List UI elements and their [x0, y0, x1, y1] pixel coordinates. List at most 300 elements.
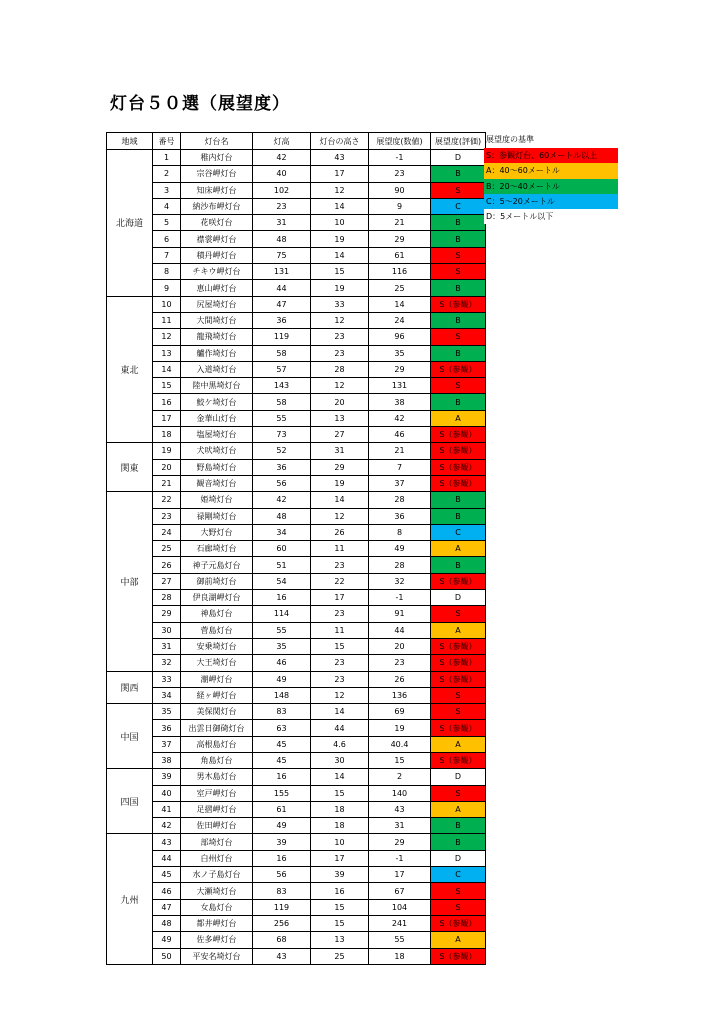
tower-height-cell: 39 — [311, 867, 369, 883]
header-view-value: 展望度(数値) — [369, 133, 431, 150]
region-cell: 四国 — [107, 769, 153, 834]
table-row — [107, 638, 486, 654]
view-value-cell: 116 — [369, 264, 431, 280]
tower-height-cell: 12 — [311, 378, 369, 394]
light-height-cell: 155 — [253, 785, 311, 801]
light-height-cell: 42 — [253, 492, 311, 508]
tower-height-cell: 15 — [311, 264, 369, 280]
view-value-cell: 18 — [369, 948, 431, 964]
view-value-cell: 29 — [369, 834, 431, 850]
table-row — [107, 606, 486, 622]
view-grade-cell: S（参観） — [431, 915, 486, 931]
number-cell: 32 — [153, 655, 181, 671]
table-row — [107, 736, 486, 752]
light-height-cell: 68 — [253, 932, 311, 948]
tower-height-cell: 19 — [311, 280, 369, 296]
view-value-cell: 43 — [369, 801, 431, 817]
number-cell: 21 — [153, 475, 181, 491]
name-cell: 恵山岬灯台 — [181, 280, 253, 296]
light-height-cell: 39 — [253, 834, 311, 850]
number-cell: 22 — [153, 492, 181, 508]
name-cell: 禄剛埼灯台 — [181, 508, 253, 524]
number-cell: 37 — [153, 736, 181, 752]
tower-height-cell: 12 — [311, 312, 369, 328]
table-row — [107, 915, 486, 931]
region-cell: 北海道 — [107, 150, 153, 297]
table-row — [107, 410, 486, 426]
light-height-cell: 42 — [253, 150, 311, 166]
tower-height-cell: 10 — [311, 215, 369, 231]
name-cell: 男木島灯台 — [181, 769, 253, 785]
light-height-cell: 36 — [253, 459, 311, 475]
number-cell: 15 — [153, 378, 181, 394]
tower-height-cell: 15 — [311, 899, 369, 915]
view-value-cell: 29 — [369, 361, 431, 377]
name-cell: 大王埼灯台 — [181, 655, 253, 671]
light-height-cell: 44 — [253, 280, 311, 296]
name-cell: 龍飛埼灯台 — [181, 329, 253, 345]
table-row — [107, 932, 486, 948]
light-height-cell: 40 — [253, 166, 311, 182]
light-height-cell: 16 — [253, 769, 311, 785]
number-cell: 43 — [153, 834, 181, 850]
name-cell: 艫作埼灯台 — [181, 345, 253, 361]
name-cell: 積丹岬灯台 — [181, 247, 253, 263]
name-cell: 観音埼灯台 — [181, 475, 253, 491]
name-cell: 御前埼灯台 — [181, 573, 253, 589]
table-row — [107, 247, 486, 263]
light-height-cell: 256 — [253, 915, 311, 931]
table-row — [107, 361, 486, 377]
light-height-cell: 131 — [253, 264, 311, 280]
light-height-cell: 52 — [253, 443, 311, 459]
view-value-cell: 23 — [369, 166, 431, 182]
view-grade-cell: A — [431, 410, 486, 426]
number-cell: 36 — [153, 720, 181, 736]
tower-height-cell: 22 — [311, 573, 369, 589]
tower-height-cell: 16 — [311, 883, 369, 899]
table-row — [107, 785, 486, 801]
view-value-cell: 26 — [369, 671, 431, 687]
table-row — [107, 508, 486, 524]
table-row — [107, 850, 486, 866]
legend-item-d: D：5メートル以下 — [484, 209, 618, 224]
table-row — [107, 655, 486, 671]
view-grade-cell: B — [431, 166, 486, 182]
tower-height-cell: 12 — [311, 687, 369, 703]
view-grade-cell: S（参観） — [431, 475, 486, 491]
tower-height-cell: 23 — [311, 345, 369, 361]
view-grade-cell: S（参観） — [431, 948, 486, 964]
name-cell: 水ノ子島灯台 — [181, 867, 253, 883]
light-height-cell: 55 — [253, 410, 311, 426]
light-height-cell: 48 — [253, 508, 311, 524]
view-grade-cell: S — [431, 606, 486, 622]
view-value-cell: 21 — [369, 215, 431, 231]
name-cell: 白州灯台 — [181, 850, 253, 866]
name-cell: 佐多岬灯台 — [181, 932, 253, 948]
light-height-cell: 83 — [253, 704, 311, 720]
table-row — [107, 215, 486, 231]
light-height-cell: 60 — [253, 541, 311, 557]
view-value-cell: 25 — [369, 280, 431, 296]
view-value-cell: 15 — [369, 752, 431, 768]
view-value-cell: 104 — [369, 899, 431, 915]
light-height-cell: 114 — [253, 606, 311, 622]
light-height-cell: 49 — [253, 818, 311, 834]
light-height-cell: 23 — [253, 198, 311, 214]
light-height-cell: 16 — [253, 850, 311, 866]
number-cell: 27 — [153, 573, 181, 589]
view-value-cell: 29 — [369, 231, 431, 247]
number-cell: 33 — [153, 671, 181, 687]
table-row — [107, 312, 486, 328]
header-tower-height: 灯台の高さ — [311, 133, 369, 150]
number-cell: 41 — [153, 801, 181, 817]
page-title: 灯台５０選（展望度） — [110, 94, 290, 114]
name-cell: 部埼灯台 — [181, 834, 253, 850]
number-cell: 40 — [153, 785, 181, 801]
number-cell: 23 — [153, 508, 181, 524]
tower-height-cell: 33 — [311, 296, 369, 312]
table-row — [107, 867, 486, 883]
tower-height-cell: 23 — [311, 655, 369, 671]
tower-height-cell: 17 — [311, 850, 369, 866]
view-grade-cell: S — [431, 704, 486, 720]
tower-height-cell: 23 — [311, 557, 369, 573]
view-value-cell: 21 — [369, 443, 431, 459]
tower-height-cell: 11 — [311, 622, 369, 638]
view-value-cell: 131 — [369, 378, 431, 394]
table-row — [107, 704, 486, 720]
view-value-cell: 90 — [369, 182, 431, 198]
view-value-cell: 7 — [369, 459, 431, 475]
tower-height-cell: 12 — [311, 182, 369, 198]
table-row — [107, 573, 486, 589]
region-cell: 中国 — [107, 704, 153, 769]
number-cell: 49 — [153, 932, 181, 948]
region-cell: 東北 — [107, 296, 153, 443]
tower-height-cell: 4.6 — [311, 736, 369, 752]
view-value-cell: -1 — [369, 150, 431, 166]
table-row — [107, 280, 486, 296]
name-cell: 室戸岬灯台 — [181, 785, 253, 801]
view-grade-cell: S — [431, 687, 486, 703]
light-height-cell: 36 — [253, 312, 311, 328]
number-cell: 16 — [153, 394, 181, 410]
number-cell: 29 — [153, 606, 181, 622]
tower-height-cell: 15 — [311, 785, 369, 801]
light-height-cell: 75 — [253, 247, 311, 263]
name-cell: 伊良湖岬灯台 — [181, 590, 253, 606]
table-row — [107, 492, 486, 508]
light-height-cell: 45 — [253, 736, 311, 752]
name-cell: 菅島灯台 — [181, 622, 253, 638]
view-value-cell: 38 — [369, 394, 431, 410]
view-grade-cell: B — [431, 818, 486, 834]
view-value-cell: 91 — [369, 606, 431, 622]
view-value-cell: 44 — [369, 622, 431, 638]
table-row — [107, 818, 486, 834]
table-row — [107, 296, 486, 312]
region-cell: 関西 — [107, 671, 153, 704]
view-value-cell: 28 — [369, 557, 431, 573]
lighthouse-table — [106, 132, 486, 965]
light-height-cell: 73 — [253, 427, 311, 443]
number-cell: 17 — [153, 410, 181, 426]
view-grade-cell: S（参観） — [431, 459, 486, 475]
table-row — [107, 166, 486, 182]
view-grade-cell: S（参観） — [431, 638, 486, 654]
light-height-cell: 63 — [253, 720, 311, 736]
tower-height-cell: 27 — [311, 427, 369, 443]
view-grade-cell: S（参観） — [431, 443, 486, 459]
tower-height-cell: 26 — [311, 524, 369, 540]
table-row — [107, 590, 486, 606]
view-grade-cell: S — [431, 264, 486, 280]
name-cell: 入道埼灯台 — [181, 361, 253, 377]
tower-height-cell: 19 — [311, 475, 369, 491]
tower-height-cell: 12 — [311, 508, 369, 524]
view-grade-cell: S — [431, 182, 486, 198]
light-height-cell: 49 — [253, 671, 311, 687]
view-value-cell: 17 — [369, 867, 431, 883]
tower-height-cell: 14 — [311, 704, 369, 720]
tower-height-cell: 44 — [311, 720, 369, 736]
view-grade-cell: A — [431, 801, 486, 817]
tower-height-cell: 20 — [311, 394, 369, 410]
number-cell: 48 — [153, 915, 181, 931]
table-row — [107, 720, 486, 736]
view-grade-cell: C — [431, 524, 486, 540]
table-row — [107, 329, 486, 345]
light-height-cell: 148 — [253, 687, 311, 703]
number-cell: 44 — [153, 850, 181, 866]
number-cell: 7 — [153, 247, 181, 263]
light-height-cell: 51 — [253, 557, 311, 573]
number-cell: 45 — [153, 867, 181, 883]
light-height-cell: 58 — [253, 394, 311, 410]
table-header-row — [107, 133, 486, 150]
light-height-cell: 58 — [253, 345, 311, 361]
light-height-cell: 31 — [253, 215, 311, 231]
view-grade-cell: B — [431, 557, 486, 573]
tower-height-cell: 13 — [311, 410, 369, 426]
tower-height-cell: 31 — [311, 443, 369, 459]
light-height-cell: 16 — [253, 590, 311, 606]
name-cell: 石廊埼灯台 — [181, 541, 253, 557]
view-value-cell: 24 — [369, 312, 431, 328]
view-value-cell: 20 — [369, 638, 431, 654]
view-grade-cell: S（参観） — [431, 573, 486, 589]
view-value-cell: 40.4 — [369, 736, 431, 752]
number-cell: 50 — [153, 948, 181, 964]
region-cell: 中部 — [107, 492, 153, 671]
view-value-cell: 241 — [369, 915, 431, 931]
table-row — [107, 622, 486, 638]
name-cell: 足摺岬灯台 — [181, 801, 253, 817]
tower-height-cell: 23 — [311, 671, 369, 687]
number-cell: 12 — [153, 329, 181, 345]
number-cell: 14 — [153, 361, 181, 377]
number-cell: 1 — [153, 150, 181, 166]
number-cell: 35 — [153, 704, 181, 720]
light-height-cell: 56 — [253, 475, 311, 491]
view-grade-cell: S（参観） — [431, 752, 486, 768]
legend-items — [484, 148, 618, 224]
number-cell: 8 — [153, 264, 181, 280]
view-grade-cell: A — [431, 736, 486, 752]
name-cell: 出雲日御碕灯台 — [181, 720, 253, 736]
view-value-cell: 2 — [369, 769, 431, 785]
number-cell: 47 — [153, 899, 181, 915]
name-cell: 安乗埼灯台 — [181, 638, 253, 654]
tower-height-cell: 14 — [311, 769, 369, 785]
tower-height-cell: 30 — [311, 752, 369, 768]
name-cell: 佐田岬灯台 — [181, 818, 253, 834]
view-grade-cell: S — [431, 378, 486, 394]
name-cell: 高根島灯台 — [181, 736, 253, 752]
light-height-cell: 119 — [253, 329, 311, 345]
view-grade-cell: S — [431, 247, 486, 263]
view-value-cell: -1 — [369, 850, 431, 866]
view-grade-cell: S（参観） — [431, 296, 486, 312]
view-grade-cell: S（参観） — [431, 671, 486, 687]
tower-height-cell: 25 — [311, 948, 369, 964]
view-grade-cell: C — [431, 198, 486, 214]
tower-height-cell: 10 — [311, 834, 369, 850]
tower-height-cell: 23 — [311, 329, 369, 345]
name-cell: 野島埼灯台 — [181, 459, 253, 475]
view-value-cell: 23 — [369, 655, 431, 671]
tower-height-cell: 18 — [311, 801, 369, 817]
view-value-cell: 140 — [369, 785, 431, 801]
table-row — [107, 345, 486, 361]
name-cell: 美保関灯台 — [181, 704, 253, 720]
view-grade-cell: A — [431, 541, 486, 557]
view-grade-cell: B — [431, 312, 486, 328]
number-cell: 24 — [153, 524, 181, 540]
name-cell: 襟裳岬灯台 — [181, 231, 253, 247]
table-row — [107, 459, 486, 475]
view-value-cell: 28 — [369, 492, 431, 508]
name-cell: 平安名埼灯台 — [181, 948, 253, 964]
region-cell: 関東 — [107, 443, 153, 492]
name-cell: 塩屋埼灯台 — [181, 427, 253, 443]
legend — [484, 132, 618, 224]
legend-item-b: B：20〜40メートル — [484, 179, 618, 194]
tower-height-cell: 14 — [311, 492, 369, 508]
name-cell: 姫埼灯台 — [181, 492, 253, 508]
tower-height-cell: 14 — [311, 247, 369, 263]
number-cell: 4 — [153, 198, 181, 214]
light-height-cell: 102 — [253, 182, 311, 198]
light-height-cell: 34 — [253, 524, 311, 540]
view-grade-cell: S — [431, 899, 486, 915]
view-value-cell: 42 — [369, 410, 431, 426]
view-grade-cell: S — [431, 785, 486, 801]
number-cell: 11 — [153, 312, 181, 328]
view-grade-cell: D — [431, 769, 486, 785]
view-value-cell: 19 — [369, 720, 431, 736]
table-row — [107, 475, 486, 491]
name-cell: 稚内灯台 — [181, 150, 253, 166]
name-cell: 金華山灯台 — [181, 410, 253, 426]
view-value-cell: 136 — [369, 687, 431, 703]
table-row — [107, 264, 486, 280]
light-height-cell: 143 — [253, 378, 311, 394]
tower-height-cell: 18 — [311, 818, 369, 834]
view-grade-cell: S（参観） — [431, 361, 486, 377]
table-row — [107, 557, 486, 573]
number-cell: 19 — [153, 443, 181, 459]
light-height-cell: 43 — [253, 948, 311, 964]
tower-height-cell: 28 — [311, 361, 369, 377]
table-row — [107, 378, 486, 394]
legend-item-a: A：40〜60メートル — [484, 163, 618, 178]
view-grade-cell: B — [431, 394, 486, 410]
view-grade-cell: A — [431, 622, 486, 638]
number-cell: 28 — [153, 590, 181, 606]
table-row — [107, 883, 486, 899]
view-value-cell: 36 — [369, 508, 431, 524]
tower-height-cell: 17 — [311, 590, 369, 606]
view-grade-cell: C — [431, 867, 486, 883]
light-height-cell: 47 — [253, 296, 311, 312]
name-cell: 鮫ケ埼灯台 — [181, 394, 253, 410]
name-cell: 犬吠埼灯台 — [181, 443, 253, 459]
view-value-cell: 9 — [369, 198, 431, 214]
view-value-cell: 8 — [369, 524, 431, 540]
name-cell: 潮岬灯台 — [181, 671, 253, 687]
tower-height-cell: 29 — [311, 459, 369, 475]
light-height-cell: 46 — [253, 655, 311, 671]
view-value-cell: 69 — [369, 704, 431, 720]
view-grade-cell: D — [431, 850, 486, 866]
name-cell: 都井岬灯台 — [181, 915, 253, 931]
view-grade-cell: S（参観） — [431, 655, 486, 671]
name-cell: 経ヶ岬灯台 — [181, 687, 253, 703]
legend-item-s: S：参観灯台、60メートル以上 — [484, 148, 618, 163]
number-cell: 20 — [153, 459, 181, 475]
number-cell: 6 — [153, 231, 181, 247]
light-height-cell: 35 — [253, 638, 311, 654]
number-cell: 30 — [153, 622, 181, 638]
header-region: 地域 — [107, 133, 153, 150]
light-height-cell: 54 — [253, 573, 311, 589]
view-value-cell: 31 — [369, 818, 431, 834]
light-height-cell: 61 — [253, 801, 311, 817]
view-value-cell: 55 — [369, 932, 431, 948]
tower-height-cell: 19 — [311, 231, 369, 247]
name-cell: 女島灯台 — [181, 899, 253, 915]
name-cell: 大間埼灯台 — [181, 312, 253, 328]
legend-item-c: C：5〜20メートル — [484, 194, 618, 209]
view-value-cell: 96 — [369, 329, 431, 345]
table-row — [107, 687, 486, 703]
table-row — [107, 443, 486, 459]
number-cell: 13 — [153, 345, 181, 361]
legend-title: 展望度の基準 — [486, 135, 534, 144]
table-row — [107, 541, 486, 557]
view-value-cell: 49 — [369, 541, 431, 557]
light-height-cell: 56 — [253, 867, 311, 883]
tower-height-cell: 43 — [311, 150, 369, 166]
table-row — [107, 671, 486, 687]
number-cell: 5 — [153, 215, 181, 231]
view-grade-cell: B — [431, 508, 486, 524]
table-row — [107, 150, 486, 166]
